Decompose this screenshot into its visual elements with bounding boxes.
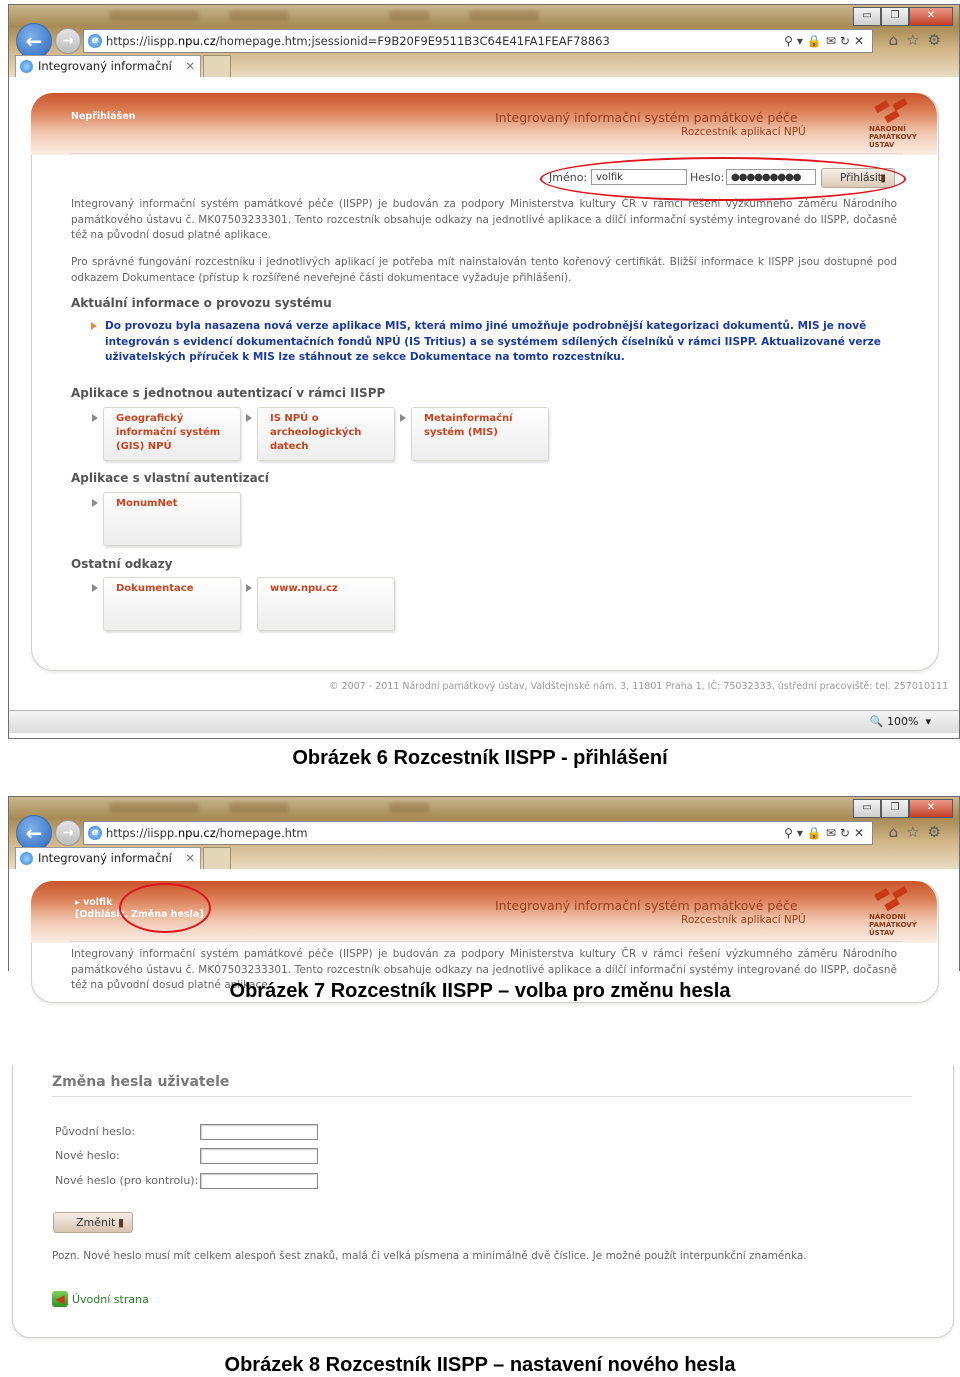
url-text: https://iispp.npu.cz/homepage.htm;jsessionid=F9B20F9E9511B3C64E41FA1FEAF78863 xyxy=(106,34,610,48)
new-tab-button-2[interactable] xyxy=(203,847,231,869)
change-password-button[interactable]: Změnit ▮ xyxy=(53,1212,133,1233)
address-tools-icons-2[interactable]: ⚲▾🔒✉↻✕ xyxy=(784,826,868,840)
title-divider xyxy=(52,1096,912,1097)
address-bar[interactable] xyxy=(83,29,873,53)
close-tab-icon-2[interactable]: ✕ xyxy=(185,851,195,865)
caption-fig6: Obrázek 6 Rozcestník IISPP - přihlášení xyxy=(292,747,668,769)
old-password-label: Původní heslo: xyxy=(55,1125,136,1138)
sso-heading: Aplikace s jednotnou autentizací v rámci IISPP xyxy=(71,386,386,400)
back-button-2[interactable]: ← xyxy=(16,815,52,851)
home-arrow-icon[interactable]: ◀ xyxy=(52,1291,68,1307)
name-label: Jméno: xyxy=(549,171,588,184)
other-links-heading: Ostatní odkazy xyxy=(71,557,173,571)
maximize-button[interactable]: ❐ xyxy=(881,7,909,26)
ie-tab-icon-2 xyxy=(20,852,33,865)
toolbar-icons[interactable]: ⌂☆⚙ xyxy=(888,31,949,49)
app-mis[interactable]: Metainformační systém (MIS) xyxy=(411,407,549,461)
user-links[interactable]: [Odhlásit, Změna hesla] xyxy=(75,909,204,920)
browser-chrome-2 xyxy=(9,797,959,869)
minimize-button-2[interactable]: ▭ xyxy=(853,799,881,818)
arrow-icon xyxy=(92,584,98,592)
url-text-2: https://iispp.npu.cz/homepage.htm xyxy=(106,826,308,840)
ie-tab-icon xyxy=(20,60,33,73)
app-gis[interactable]: Geografický informační systém (GIS) NPÚ xyxy=(103,407,241,461)
arrow-icon xyxy=(92,499,98,507)
link-dokumentace[interactable]: Dokumentace xyxy=(103,577,241,631)
npu-logo: NÁRODNÍ PAMÁTKOVÝ ÚSTAV xyxy=(869,99,927,149)
confirm-password-label: Nové heslo (pro kontrolu): xyxy=(55,1174,199,1187)
home-link[interactable]: Úvodní strana xyxy=(72,1293,149,1306)
portal-subtitle-2: Rozcestník aplikací NPÚ xyxy=(681,914,806,926)
ie-icon: e xyxy=(88,34,102,48)
password-input[interactable]: ●●●●●●●●● xyxy=(726,169,816,185)
news-bullet-icon xyxy=(91,322,97,330)
zoom-control[interactable]: 🔍 100% ▾ xyxy=(869,715,931,728)
page-content xyxy=(9,77,959,715)
close-button[interactable]: ✕ xyxy=(909,7,953,26)
npu-logo-2: NÁRODNÍ PAMÁTKOVÝ ÚSTAV xyxy=(869,887,927,937)
npu-logo-icon xyxy=(873,99,913,125)
confirm-password-input[interactable] xyxy=(200,1173,318,1189)
caption-fig7: Obrázek 7 Rozcestník IISPP – volba pro změnu hesla xyxy=(229,980,731,1002)
old-password-input[interactable] xyxy=(200,1124,318,1140)
intro-paragraph-1: Integrovaný informační systém památkové péče (IISPP) je budován za podpory Ministerstva kultury ČR v rámci řešení výzkumného záměru Národního památkového ústavu č. MK07503233301. Tento rozcestník obsahuje odkazy na jednotlivé aplikace a dílčí informační systémy integrované do IISPP, dočasně též na původní dosud platné aplikace. xyxy=(71,198,897,241)
highlight-ellipse-login xyxy=(540,157,906,201)
login-status: Nepřihlášen xyxy=(71,111,136,122)
key-icon: ▮ xyxy=(880,172,886,184)
password-rules-note: Pozn. Nové heslo musí mít celkem alespoň šest znaků, malá či velká písmena a minimálně dvě číslice. Je možné použít interpunkční znaménka. xyxy=(52,1250,807,1262)
caption-fig8: Obrázek 8 Rozcestník IISPP – nastavení nového hesla xyxy=(224,1354,736,1376)
portal-title-2: Integrovaný informační systém památkové péče xyxy=(495,898,798,913)
close-tab-icon[interactable]: ✕ xyxy=(185,59,195,73)
npu-logo-icon-2 xyxy=(873,887,913,913)
link-npu[interactable]: www.npu.cz xyxy=(257,577,395,631)
browser-tab[interactable]: Integrovaný informační ✕ xyxy=(15,55,201,77)
minimize-button[interactable]: ▭ xyxy=(853,7,881,26)
new-password-label: Nové heslo: xyxy=(55,1149,120,1162)
toolbar-icons-2[interactable]: ⌂☆⚙ xyxy=(888,823,949,841)
password-change-panel xyxy=(12,1065,954,1338)
password-label: Heslo: xyxy=(690,171,725,184)
app-is-archeo[interactable]: IS NPÚ o archeologických datech xyxy=(257,407,395,461)
maximize-button-2[interactable]: ❐ xyxy=(881,799,909,818)
news-text[interactable]: Do provozu byla nasazena nová verze aplikace MIS, která mimo jiné umožňuje podrobnější kategorizaci dokumentů. MIS je nově integrován s evidencí dokumentačních fondů NPÚ (IS Tritius) a se systémem sdílených číselníků v rámci IISPP. Aktualizované verze uživatelských příruček k MIS lze stáhnout ze sekce Dokumentace na tomto rozcestníku. xyxy=(105,320,881,363)
portal-header xyxy=(31,93,937,155)
header-divider xyxy=(69,153,903,154)
arrow-icon xyxy=(400,414,406,422)
logged-user: ▸ volfik xyxy=(75,897,113,908)
login-button[interactable]: Přihlásit ▮ xyxy=(821,168,895,188)
portal-subtitle: Rozcestník aplikací NPÚ xyxy=(681,126,806,138)
back-button[interactable]: ← xyxy=(16,23,52,59)
address-bar-2[interactable] xyxy=(83,821,873,845)
arrow-icon xyxy=(92,414,98,422)
name-input[interactable]: volfik xyxy=(591,169,687,185)
portal-title: Integrovaný informační systém památkové péče xyxy=(495,110,798,125)
intro-paragraph-cut: Integrovaný informační systém památkové péče (IISPP) je budován za podpory Ministerstva kultury ČR v rámci řešení výzkumného záměru Národního památkového ústavu č. MK07503233301. Tento rozcestník obsahuje odkazy na jednotlivé aplikace a dílčí informační systémy integrované do IISPP, dočasně též na původní dosud platné aplikace. xyxy=(71,948,897,991)
address-tools-icons[interactable]: ⚲▾🔒✉↻✕ xyxy=(784,34,868,48)
header-divider-2 xyxy=(69,941,903,942)
password-change-title: Změna hesla uživatele xyxy=(52,1074,230,1090)
arrow-icon xyxy=(246,584,252,592)
new-password-input[interactable] xyxy=(200,1148,318,1164)
app-monumnet[interactable]: MonumNet xyxy=(103,492,241,546)
status-bar xyxy=(9,710,959,733)
arrow-icon xyxy=(246,414,252,422)
footer: © 2007 - 2011 Národní památkový ústav, Valdštejnské nám. 3, 11801 Praha 1, IČ: 75032333, ústřední pracoviště: tel. 257010111 xyxy=(329,681,949,692)
new-tab-button[interactable] xyxy=(203,55,231,77)
close-button-2[interactable]: ✕ xyxy=(909,799,953,818)
browser-window-login xyxy=(8,4,960,739)
intro-paragraph-2: Pro správné fungování rozcestníku i jednotlivých aplikací je potřeba mít nainstalován tento kořenový certifikát. Bližší informace k IISPP jsou dostupné pod odkazem Dokumentace (přístup k rozšířené neveřejné části dokumentace vyžaduje přihlášení). xyxy=(71,256,897,284)
highlight-ellipse-password-change xyxy=(119,883,211,933)
ie-icon-2: e xyxy=(88,826,102,840)
news-heading: Aktuální informace o provozu systému xyxy=(71,296,332,310)
browser-tab-2[interactable]: Integrovaný informační ✕ xyxy=(15,847,201,869)
key-icon: ▮ xyxy=(117,1216,124,1229)
forward-button-2[interactable]: → xyxy=(55,820,81,846)
own-auth-heading: Aplikace s vlastní autentizací xyxy=(71,471,269,485)
forward-button[interactable]: → xyxy=(55,28,81,54)
browser-chrome xyxy=(9,5,959,77)
